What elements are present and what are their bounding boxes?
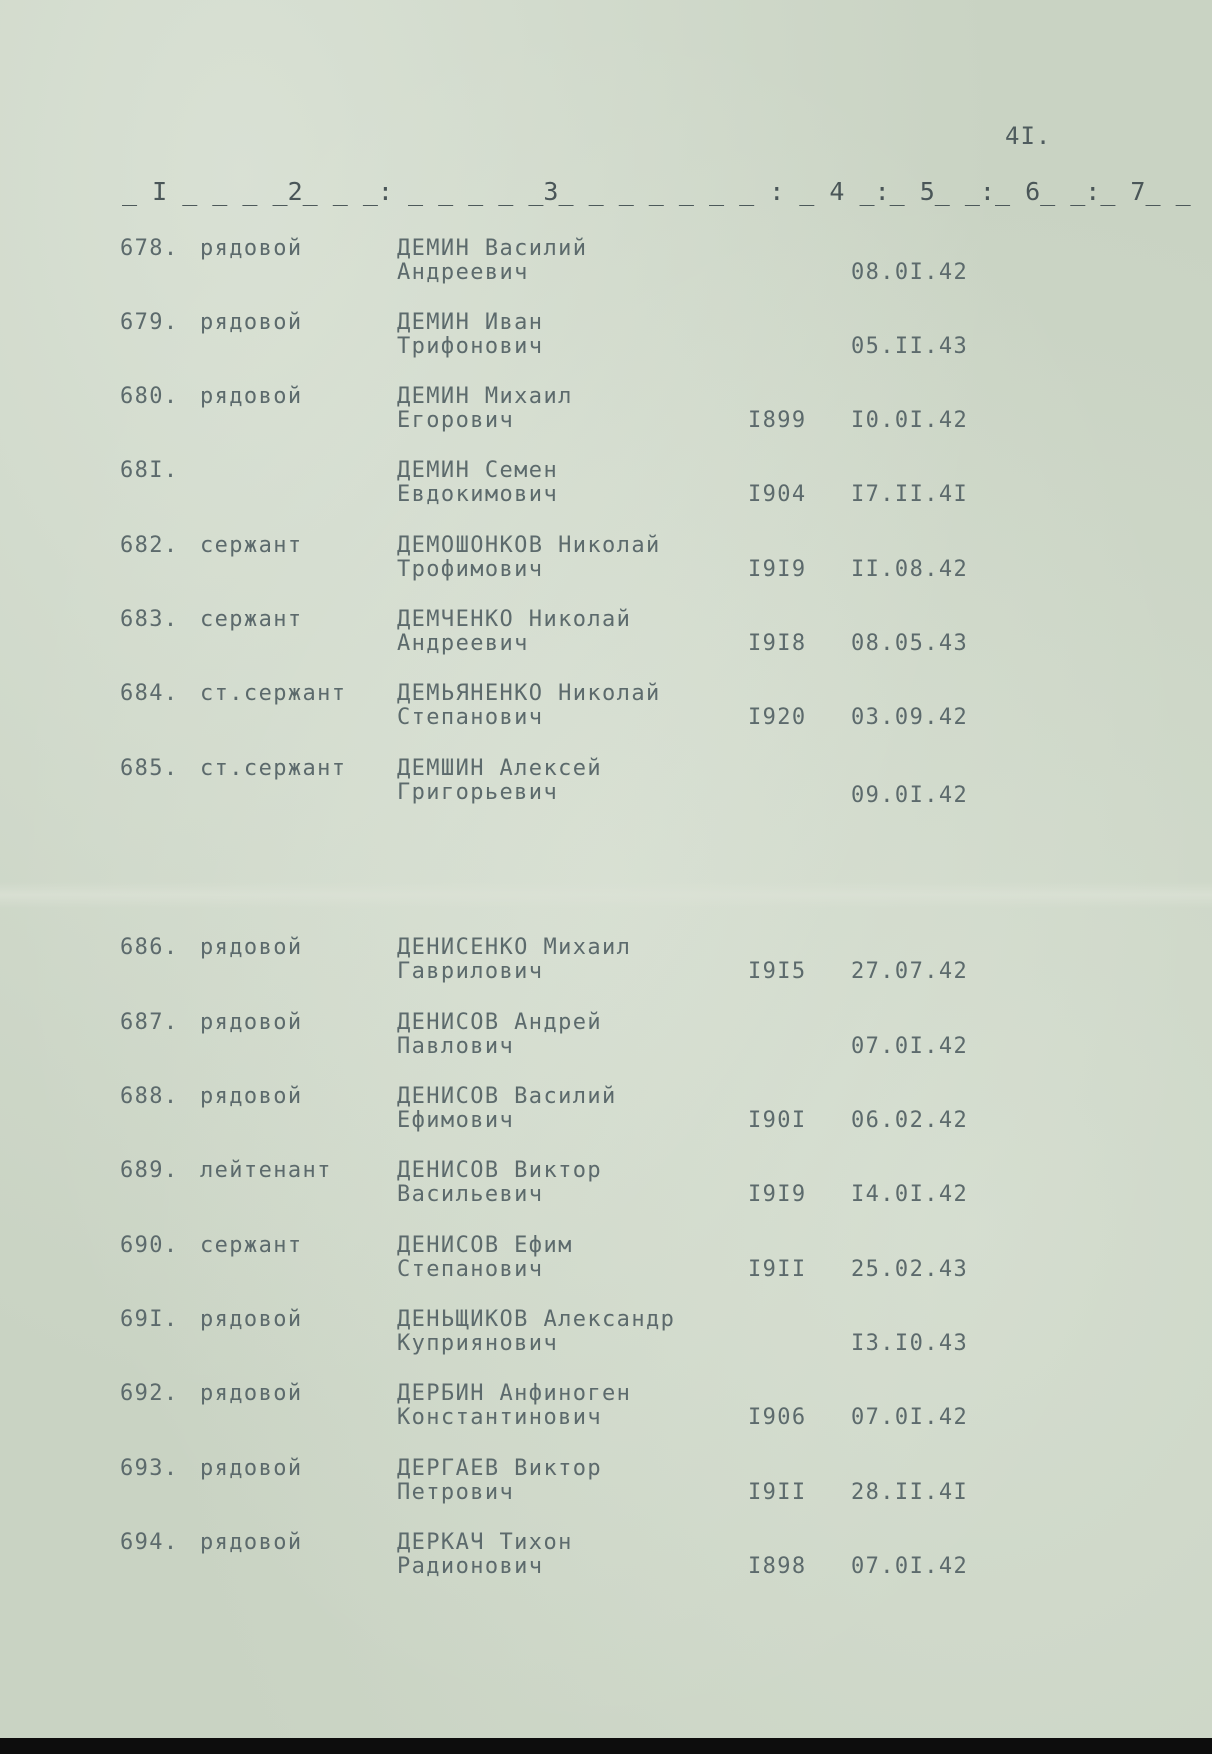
record-surname-name: ДЕМЧЕНКО Николай	[397, 607, 632, 632]
scan-bottom-edge	[0, 1738, 1212, 1754]
record-number: 68I.	[120, 458, 179, 483]
record-patronymic: Андреевич	[397, 260, 529, 285]
record-birth-year: I9I9	[748, 1182, 807, 1207]
record-row	[0, 1158, 1212, 1218]
record-rank: рядовой	[200, 1084, 303, 1109]
record-number: 690.	[120, 1233, 179, 1258]
record-surname-name: ДЕМИН Михаил	[397, 384, 573, 409]
record-row	[0, 384, 1212, 444]
record-rank: рядовой	[200, 384, 303, 409]
record-number: 680.	[120, 384, 179, 409]
record-number: 687.	[120, 1010, 179, 1035]
record-row	[0, 1084, 1212, 1144]
record-date: 06.02.42	[851, 1108, 969, 1133]
record-row	[0, 607, 1212, 667]
record-rank: рядовой	[200, 1307, 303, 1332]
record-number: 688.	[120, 1084, 179, 1109]
record-number: 679.	[120, 310, 179, 335]
record-patronymic: Степанович	[397, 1257, 544, 1282]
record-patronymic: Евдокимович	[397, 482, 559, 507]
record-rank: рядовой	[200, 1530, 303, 1555]
record-row	[0, 310, 1212, 370]
record-rank: ст.сержант	[200, 756, 347, 781]
record-surname-name: ДЕНИСОВ Виктор	[397, 1158, 603, 1183]
record-surname-name: ДЕНЬЩИКОВ Александр	[397, 1307, 676, 1332]
record-surname-name: ДЕМИН Семен	[397, 458, 559, 483]
record-patronymic: Ефимович	[397, 1108, 515, 1133]
record-row	[0, 1233, 1212, 1293]
record-patronymic: Константинович	[397, 1405, 603, 1430]
record-birth-year: I906	[748, 1405, 807, 1430]
record-date: I3.I0.43	[851, 1331, 969, 1356]
record-surname-name: ДЕМИН Иван	[397, 310, 544, 335]
record-date: 27.07.42	[851, 959, 969, 984]
record-row	[0, 1307, 1212, 1367]
record-number: 686.	[120, 935, 179, 960]
record-surname-name: ДЕНИСОВ Василий	[397, 1084, 617, 1109]
record-date: 03.09.42	[851, 705, 969, 730]
record-row	[0, 935, 1212, 995]
record-rank: рядовой	[200, 1381, 303, 1406]
record-birth-year: I904	[748, 482, 807, 507]
record-row	[0, 756, 1212, 816]
record-surname-name: ДЕНИСЕНКО Михаил	[397, 935, 632, 960]
record-birth-year: I9II	[748, 1480, 807, 1505]
record-number: 692.	[120, 1381, 179, 1406]
record-row	[0, 236, 1212, 296]
record-surname-name: ДЕМЬЯНЕНКО Николай	[397, 681, 661, 706]
record-patronymic: Радионович	[397, 1554, 544, 1579]
record-date: 07.0I.42	[851, 1554, 969, 1579]
record-row	[0, 533, 1212, 593]
record-date: 08.05.43	[851, 631, 969, 656]
record-row	[0, 1381, 1212, 1441]
record-date: 09.0I.42	[851, 783, 969, 808]
record-row	[0, 1530, 1212, 1590]
record-date: 07.0I.42	[851, 1034, 969, 1059]
record-birth-year: I920	[748, 705, 807, 730]
page-number: 4I.	[1005, 122, 1052, 150]
record-patronymic: Трофимович	[397, 557, 544, 582]
record-surname-name: ДЕРКАЧ Тихон	[397, 1530, 573, 1555]
record-rank: рядовой	[200, 236, 303, 261]
record-number: 689.	[120, 1158, 179, 1183]
record-row	[0, 458, 1212, 518]
record-date: 28.II.4I	[851, 1480, 969, 1505]
record-patronymic: Павлович	[397, 1034, 515, 1059]
record-birth-year: I9I8	[748, 631, 807, 656]
record-date: II.08.42	[851, 557, 969, 582]
record-rank: лейтенант	[200, 1158, 332, 1183]
record-surname-name: ДЕМИН Василий	[397, 236, 588, 261]
record-number: 693.	[120, 1456, 179, 1481]
record-number: 69I.	[120, 1307, 179, 1332]
record-patronymic: Григорьевич	[397, 780, 559, 805]
record-row	[0, 1456, 1212, 1516]
record-rank: рядовой	[200, 1456, 303, 1481]
record-row	[0, 1010, 1212, 1070]
record-rank: сержант	[200, 1233, 303, 1258]
record-surname-name: ДЕМОШОНКОВ Николай	[397, 533, 661, 558]
record-date: I7.II.4I	[851, 482, 969, 507]
record-patronymic: Куприянович	[397, 1331, 559, 1356]
record-rank: сержант	[200, 607, 303, 632]
record-number: 678.	[120, 236, 179, 261]
record-rank: ст.сержант	[200, 681, 347, 706]
record-row	[0, 681, 1212, 741]
record-patronymic: Петрович	[397, 1480, 515, 1505]
record-patronymic: Степанович	[397, 705, 544, 730]
record-date: I4.0I.42	[851, 1182, 969, 1207]
record-birth-year: I899	[748, 408, 807, 433]
record-surname-name: ДЕРГАЕВ Виктор	[397, 1456, 603, 1481]
record-rank: рядовой	[200, 1010, 303, 1035]
record-date: 25.02.43	[851, 1257, 969, 1282]
record-date: I0.0I.42	[851, 408, 969, 433]
record-rank: рядовой	[200, 310, 303, 335]
record-surname-name: ДЕМШИН Алексей	[397, 756, 603, 781]
record-number: 685.	[120, 756, 179, 781]
record-rank: рядовой	[200, 935, 303, 960]
record-patronymic: Васильевич	[397, 1182, 544, 1207]
record-patronymic: Гаврилович	[397, 959, 544, 984]
record-birth-year: I9II	[748, 1257, 807, 1282]
record-birth-year: I898	[748, 1554, 807, 1579]
column-header-rule: _ I _ _ _ _2_ _ _: _ _ _ _ _3_ _ _ _ _ _ _ : _ 4 _:_ 5_ _:_ 6_ _:_ 7_ _	[122, 177, 1191, 206]
record-number: 684.	[120, 681, 179, 706]
record-rank: сержант	[200, 533, 303, 558]
record-birth-year: I9I5	[748, 959, 807, 984]
record-surname-name: ДЕНИСОВ Андрей	[397, 1010, 603, 1035]
record-number: 683.	[120, 607, 179, 632]
record-patronymic: Андреевич	[397, 631, 529, 656]
paper-fold	[0, 882, 1212, 908]
record-date: 08.0I.42	[851, 260, 969, 285]
record-surname-name: ДЕРБИН Анфиноген	[397, 1381, 632, 1406]
record-surname-name: ДЕНИСОВ Ефим	[397, 1233, 573, 1258]
record-patronymic: Егорович	[397, 408, 515, 433]
record-date: 05.II.43	[851, 334, 969, 359]
record-patronymic: Трифонович	[397, 334, 544, 359]
record-birth-year: I9I9	[748, 557, 807, 582]
record-date: 07.0I.42	[851, 1405, 969, 1430]
record-number: 694.	[120, 1530, 179, 1555]
record-birth-year: I90I	[748, 1108, 807, 1133]
record-number: 682.	[120, 533, 179, 558]
